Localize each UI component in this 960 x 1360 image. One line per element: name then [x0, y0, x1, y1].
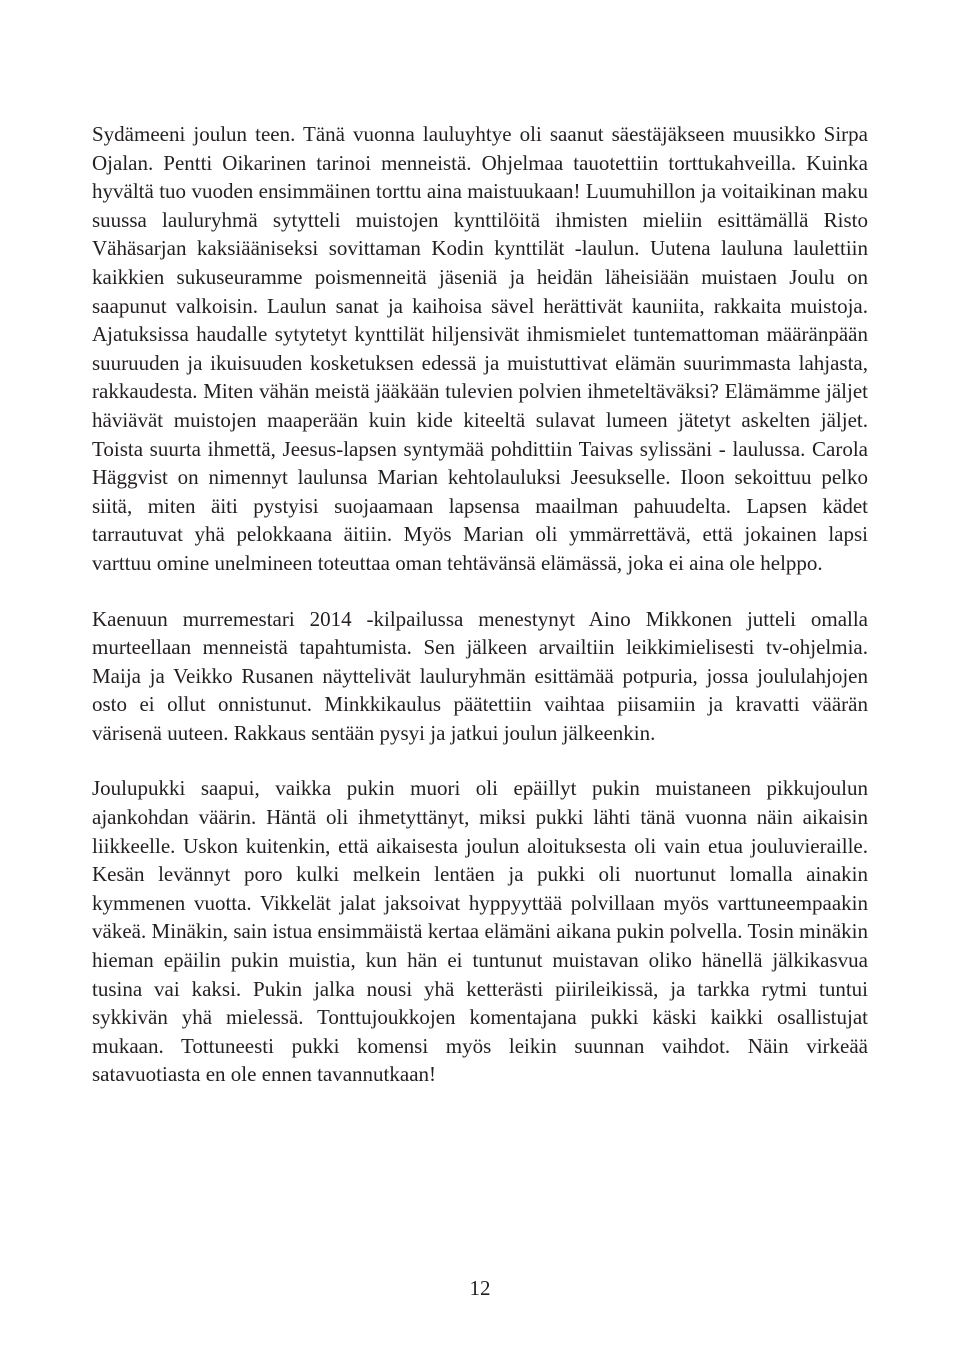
paragraph-christmas-program: Sydämeeni joulun teen. Tänä vuonna lauluyhtye oli saanut säestäjäkseen muusikko Sirpa Ojalan. Pentti Oikarinen tarinoi menneistä. Ohjelmaa tauotettiin torttukahveilla. Kuinka hyvältä tuo vuoden ensimmäinen torttu aina maistuukaan! Luumuhillon ja voitaikinan maku suussa lauluryhmä sytytteli muistojen kynttilöitä ihmisten mieliin esittämällä Risto Vähäsarjan kaksiääniseksi sovittaman Kodin kynttilät -laulun. Uutena lauluna laulettiin kaikkien sukuseuramme poismenneitä jäseniä ja heidän läheisiään muistaen Joulu on saapunut valkoisin. Laulun sanat ja kaihoisa sävel herättivät kauniita, rakkaita muistoja. Ajatuksissa haudalle sytytetyt kynttilät hiljensivät ihmismielet tuntemattoman määränpään suuruuden ja ikuisuuden kosketuksen edessä ja muistuttivat elämän suurimmasta lahjasta, rakkaudesta. Miten vähän meistä jääkään tulevien polvien ihmeteltäväksi? Elämämme jäljet häviävät muistojen maaperään kuin kide kiteeltä sulavat lumeen jätetyt askelten jäljet. Toista suurta ihmettä, Jeesus-lapsen syntymää pohdittiin Taivas sylissäni - laulussa. Carola Häggvist on nimennyt laulunsa Marian kehtolauluksi Jeesukselle. Iloon sekoittuu pelko siitä, miten äiti pystyisi suojaamaan lapsensa maailman pahuudelta. Lapsen kädet tarrautuvat yhä pelokkaana äitiin. Myös Marian oli ymmärrettävä, että jokainen lapsi varttuu omine unelmineen toteuttaa oman tehtävänsä elämässä, joka ei aina ole helppo. [92, 122, 868, 575]
paragraph-santa-claus: Joulupukki saapui, vaikka pukin muori oli epäillyt pukin muistaneen pikkujoulun ajankohdan väärin. Häntä oli ihmetyttänyt, miksi pukki lähti tänä vuonna näin aikaisin liikkeelle. Uskon kuitenkin, että aikaisesta joulun aloituksesta oli vain etua jouluvieraille. Kesän levännyt poro kulki melkein lentäen ja pukki oli nuortunut lomalla ainakin kymmenen vuotta. Vikkelät jalat jaksoivat hyppyyttää polvillaan myös varttuneempaakin väkeä. Minäkin, sain istua ensimmäistä kertaa elämäni aikana pukin polvella. Tosin minäkin hieman epäilin pukin muistia, kun hän ei tuntunut muistavan oliko hänellä jälkikasvua tusina vai kaksi. Pukin jalka nousi yhä ketterästi piirileikissä, ja tarkka rytmi tuntui sykkivän yhä mielessä. Tonttujoukkojen komentajana pukki käski kaikki osallistujat mukaan. Tottuneesti pukki komensi myös leikin suunnan vaihdot. Näin virkeää satavuotiasta en ole ennen tavannutkaan! [92, 776, 868, 1087]
paragraph-dialect-master: Kaenuun murremestari 2014 -kilpailussa menestynyt Aino Mikkonen jutteli omalla murteellaan menneistä tapahtumista. Sen jälkeen arvailtiin leikkimielisesti tv-ohjelmia. Maija ja Veikko Rusanen näyttelivät lauluryhmän esittämää potpuria, jossa joululahjojen osto ei ollut onnistunut. Minkkikaulus päätettiin vaihtaa piisamiin ja kravatti väärän värisenä uuteen. Rakkaus sentään pysyi ja jatkui joulun jälkeenkin. [92, 606, 868, 745]
body-text [92, 120, 868, 1089]
page-number: 12 [469, 1276, 491, 1300]
